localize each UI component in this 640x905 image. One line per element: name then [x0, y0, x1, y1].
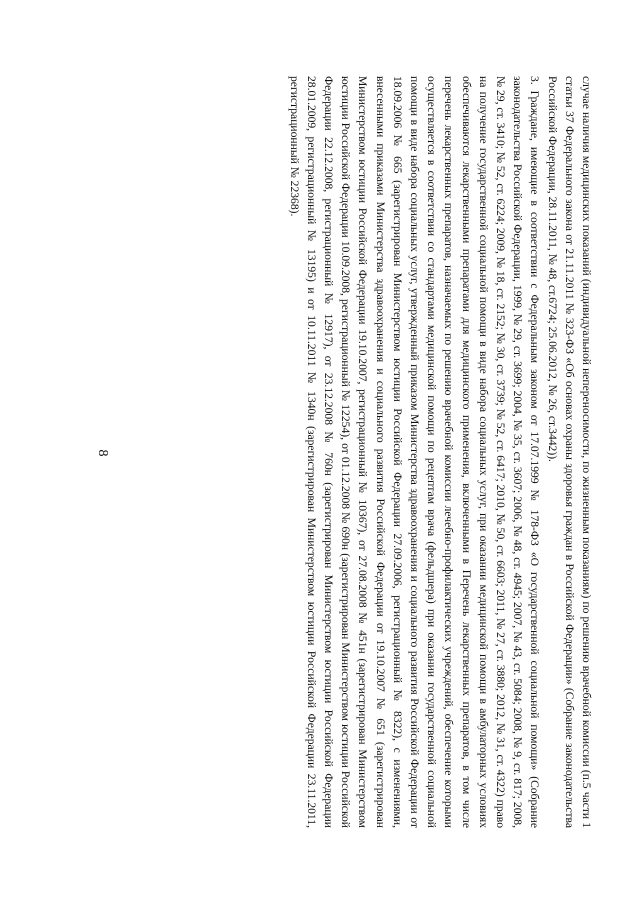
page-number: 8: [95, 449, 110, 457]
paragraph-continuation: случае наличия медицинских показаний (индивидуальной непереносимости, по жизненным показаниям) по решению врачебной комиссии (п.5 части 1 статьи 37 Федерального закона от 21.11.2011 № 323-ФЗ «Об основах охраны здоровья граждан в Российской Федерации» (Собрание законодательства Российской Федерации, 28.11.2011, № 48, ст.6724; 25.06.2012, № 26, ст.3442)).: [545, 76, 593, 828]
document-body: [45, 76, 595, 828]
paragraph-item-3: 3. Граждане, имеющие в соответствии с Федеральным законом от 17.07.1999 № 178-ФЗ «О государственной социальной помощи» (Собрание законодательства Российской Федерации, 1999, № 29, ст. 3699; 2004, № 35, ст. 3607; 2006, № 48, ст. 4945; 2007, № 43, ст. 5084; 2008, № 9, ст. 817; 2008, № 29, ст. 3410; № 52, ст. 6224; 2009, № 18, ст. 2152; № 30, ст. 3739; № 52, ст. 6417; 2010, № 50, ст. 6603; 2011, № 27, ст. 3880; 2012, № 31, ст. 4322) право на получение государственной социальной помощи в виде набора социальных услуг, при оказании медицинской помощи в амбулаторных условиях обеспечиваются лекарственными препаратами для медицинского применения, включенными в Перечень лекарственных препаратов, в том числе перечень лекарственных препаратов, назначаемых по решению врачебной комиссии лечебно-профилактических учреждений, обеспечение которыми осуществляется в соответствии со стандартами медицинской помощи по рецептам врача (фельдшера) при оказании государственной социальной помощи в виде набора социальных услуг, утвержденный приказом Министерства здравоохранения и социального развития Российской Федерации от 18.09.2006 № 665 (зарегистрирован Министерством юстиции Российской Федерации 27.09.2006, регистрационный № 8322), с изменениями, внесенными приказами Министерства здравоохранения и социального развития Российской Федерации от 19.10.2007 № 651 (зарегистрирован Министерством юстиции Российской Федерации 19.10.2007, регистрационный № 10367), от 27.08.2008 № 451н (зарегистрирован Министерством юстиции Российской Федерации 10.09.2008, регистрационный № 12254), от 01.12.2008 № 690н (зарегистрирован Министерством юстиции Российской Федерации 22.12.2008, регистрационный № 12917), от 23.12.2008 № 760н (зарегистрирован Министерством юстиции Российской Федерации 28.01.2009, регистрационный № 13195) и от 10.11.2011 № 1340н (зарегистрирован Министерством юстиции Российской Федерации 23.11.2011, регистрационный № 22368).: [287, 76, 542, 828]
